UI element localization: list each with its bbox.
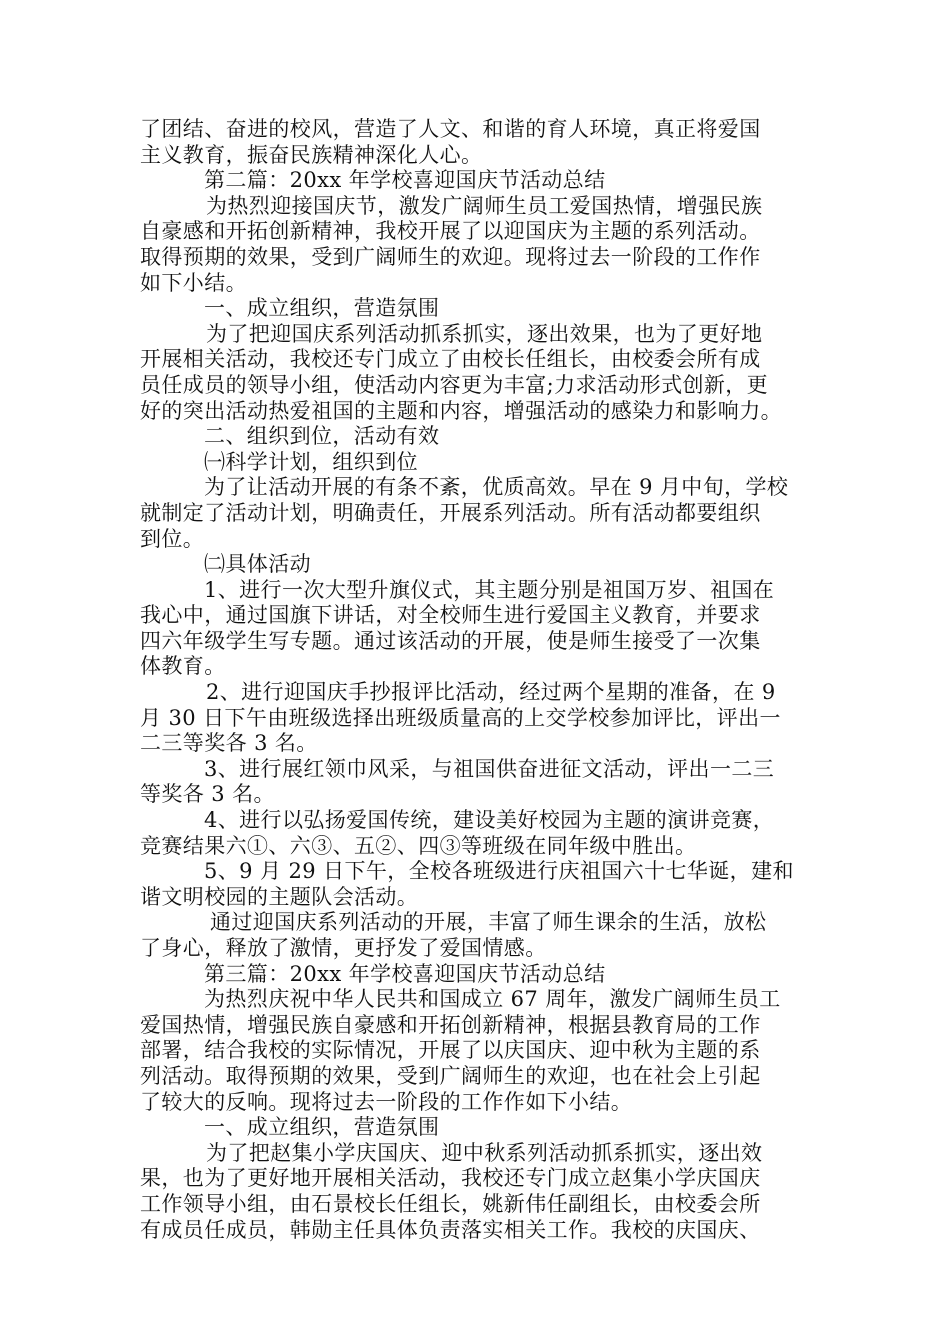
text-line: 我心中，通过国旗下讲话，对全校师生进行爱国主义教育，并要求 (140, 603, 761, 628)
text-line: 果，也为了更好地开展相关活动，我校还专门成立赵集小学庆国庆 (140, 1166, 761, 1191)
text-line: 主义教育，振奋民族精神深化人心。 (140, 142, 483, 167)
text-line: 一、成立组织，营造氛围 (204, 1115, 440, 1140)
text-line: 为了把迎国庆系列活动抓系抓实，逐出效果，也为了更好地 (206, 321, 763, 346)
document-body (140, 117, 808, 1243)
text-line: 就制定了活动计划，明确责任，开展系列活动。所有活动都要组织 (140, 500, 761, 525)
text-line: 为热烈迎接国庆节，激发广阔师生员工爱国热情，增强民族 (206, 193, 763, 218)
text-line: 好的突出活动热爱祖国的主题和内容，增强活动的感染力和影响力。 (140, 398, 782, 423)
text-line: 有成员任成员，韩勋主任具体负责落实相关工作。我校的庆国庆、 (140, 1217, 761, 1242)
text-line: 如下小结。 (140, 270, 247, 295)
text-line: 第二篇：20xx 年学校喜迎国庆节活动总结 (204, 168, 606, 193)
text-line: ㈡具体活动 (204, 552, 311, 577)
text-line: 体教育。 (140, 654, 226, 679)
text-line: 为热烈庆祝中华人民共和国成立 67 周年，激发广阔师生员工 (204, 987, 781, 1012)
text-line: 了身心，释放了激情，更抒发了爱国情感。 (140, 936, 547, 960)
text-line: 工作领导小组，由石景校长任组长，姚新伟任副组长，由校委会所 (140, 1191, 761, 1216)
text-line: 月 30 日下午由班级选择出班级质量高的上交学校参加评比，评出一 (140, 705, 781, 730)
text-line: 部署，结合我校的实际情况，开展了以庆国庆、迎中秋为主题的系 (140, 1038, 761, 1063)
text-line: 自豪感和开拓创新精神，我校开展了以迎国庆为主题的系列活动。 (140, 219, 761, 244)
text-line: 为了把赵集小学庆国庆、迎中秋系列活动抓系抓实，逐出效 (206, 1140, 763, 1165)
text-line: 3、进行展红领巾风采，与祖国供奋进征文活动，评出一二三 (204, 756, 775, 781)
text-line: 谐文明校园的主题队会活动。 (140, 884, 419, 909)
text-line: 竞赛结果六①、六③、五②、四③等班级在同年级中胜出。 (140, 833, 697, 858)
text-line: 等奖各 3 名。 (140, 782, 275, 807)
text-line: 了较大的反响。现将过去一阶段的工作作如下小结。 (140, 1089, 633, 1114)
text-line: 一、成立组织，营造氛围 (204, 296, 440, 321)
text-line: 到位。 (140, 526, 205, 551)
text-line: 第三篇：20xx 年学校喜迎国庆节活动总结 (204, 961, 606, 986)
text-line: 二三等奖各 3 名。 (140, 731, 318, 756)
text-line: 开展相关活动，我校还专门成立了由校长任组长，由校委会所有成 (140, 347, 761, 372)
text-line: 了团结、奋进的校风，营造了人文、和谐的育人环境，真正将爱国 (140, 117, 761, 141)
text-line: 1、进行一次大型升旗仪式，其主题分别是祖国万岁、祖国在 (204, 577, 775, 602)
text-line: 爱国热情，增强民族自豪感和开拓创新精神，根据县教育局的工作 (140, 1012, 761, 1037)
text-line: ㈠科学计划，组织到位 (204, 449, 418, 474)
text-line: 二、组织到位，活动有效 (204, 424, 440, 449)
text-line: 通过迎国庆系列活动的开展，丰富了师生课余的生活，放松 (210, 910, 767, 935)
text-line: 员任成员的领导小组，使活动内容更为丰富;力求活动形式创新，更 (140, 372, 769, 397)
text-line: 为了让活动开展的有条不紊，优质高效。早在 9 月中旬，学校 (204, 475, 789, 500)
text-line: 5、9 月 29 日下午，全校各班级进行庆祖国六十七华诞，建和 (204, 859, 794, 884)
text-line: 2、进行迎国庆手抄报评比活动，经过两个星期的准备，在 9 (206, 680, 776, 705)
text-line: 列活动。取得预期的效果，受到广阔师生的欢迎，也在社会上引起 (140, 1063, 761, 1088)
text-line: 四六年级学生写专题。通过该活动的开展，使是师生接受了一次集 (140, 628, 761, 653)
text-line: 4、进行以弘扬爱国传统，建设美好校园为主题的演讲竞赛， (204, 808, 775, 833)
text-line: 取得预期的效果，受到广阔师生的欢迎。现将过去一阶段的工作作 (140, 244, 761, 269)
